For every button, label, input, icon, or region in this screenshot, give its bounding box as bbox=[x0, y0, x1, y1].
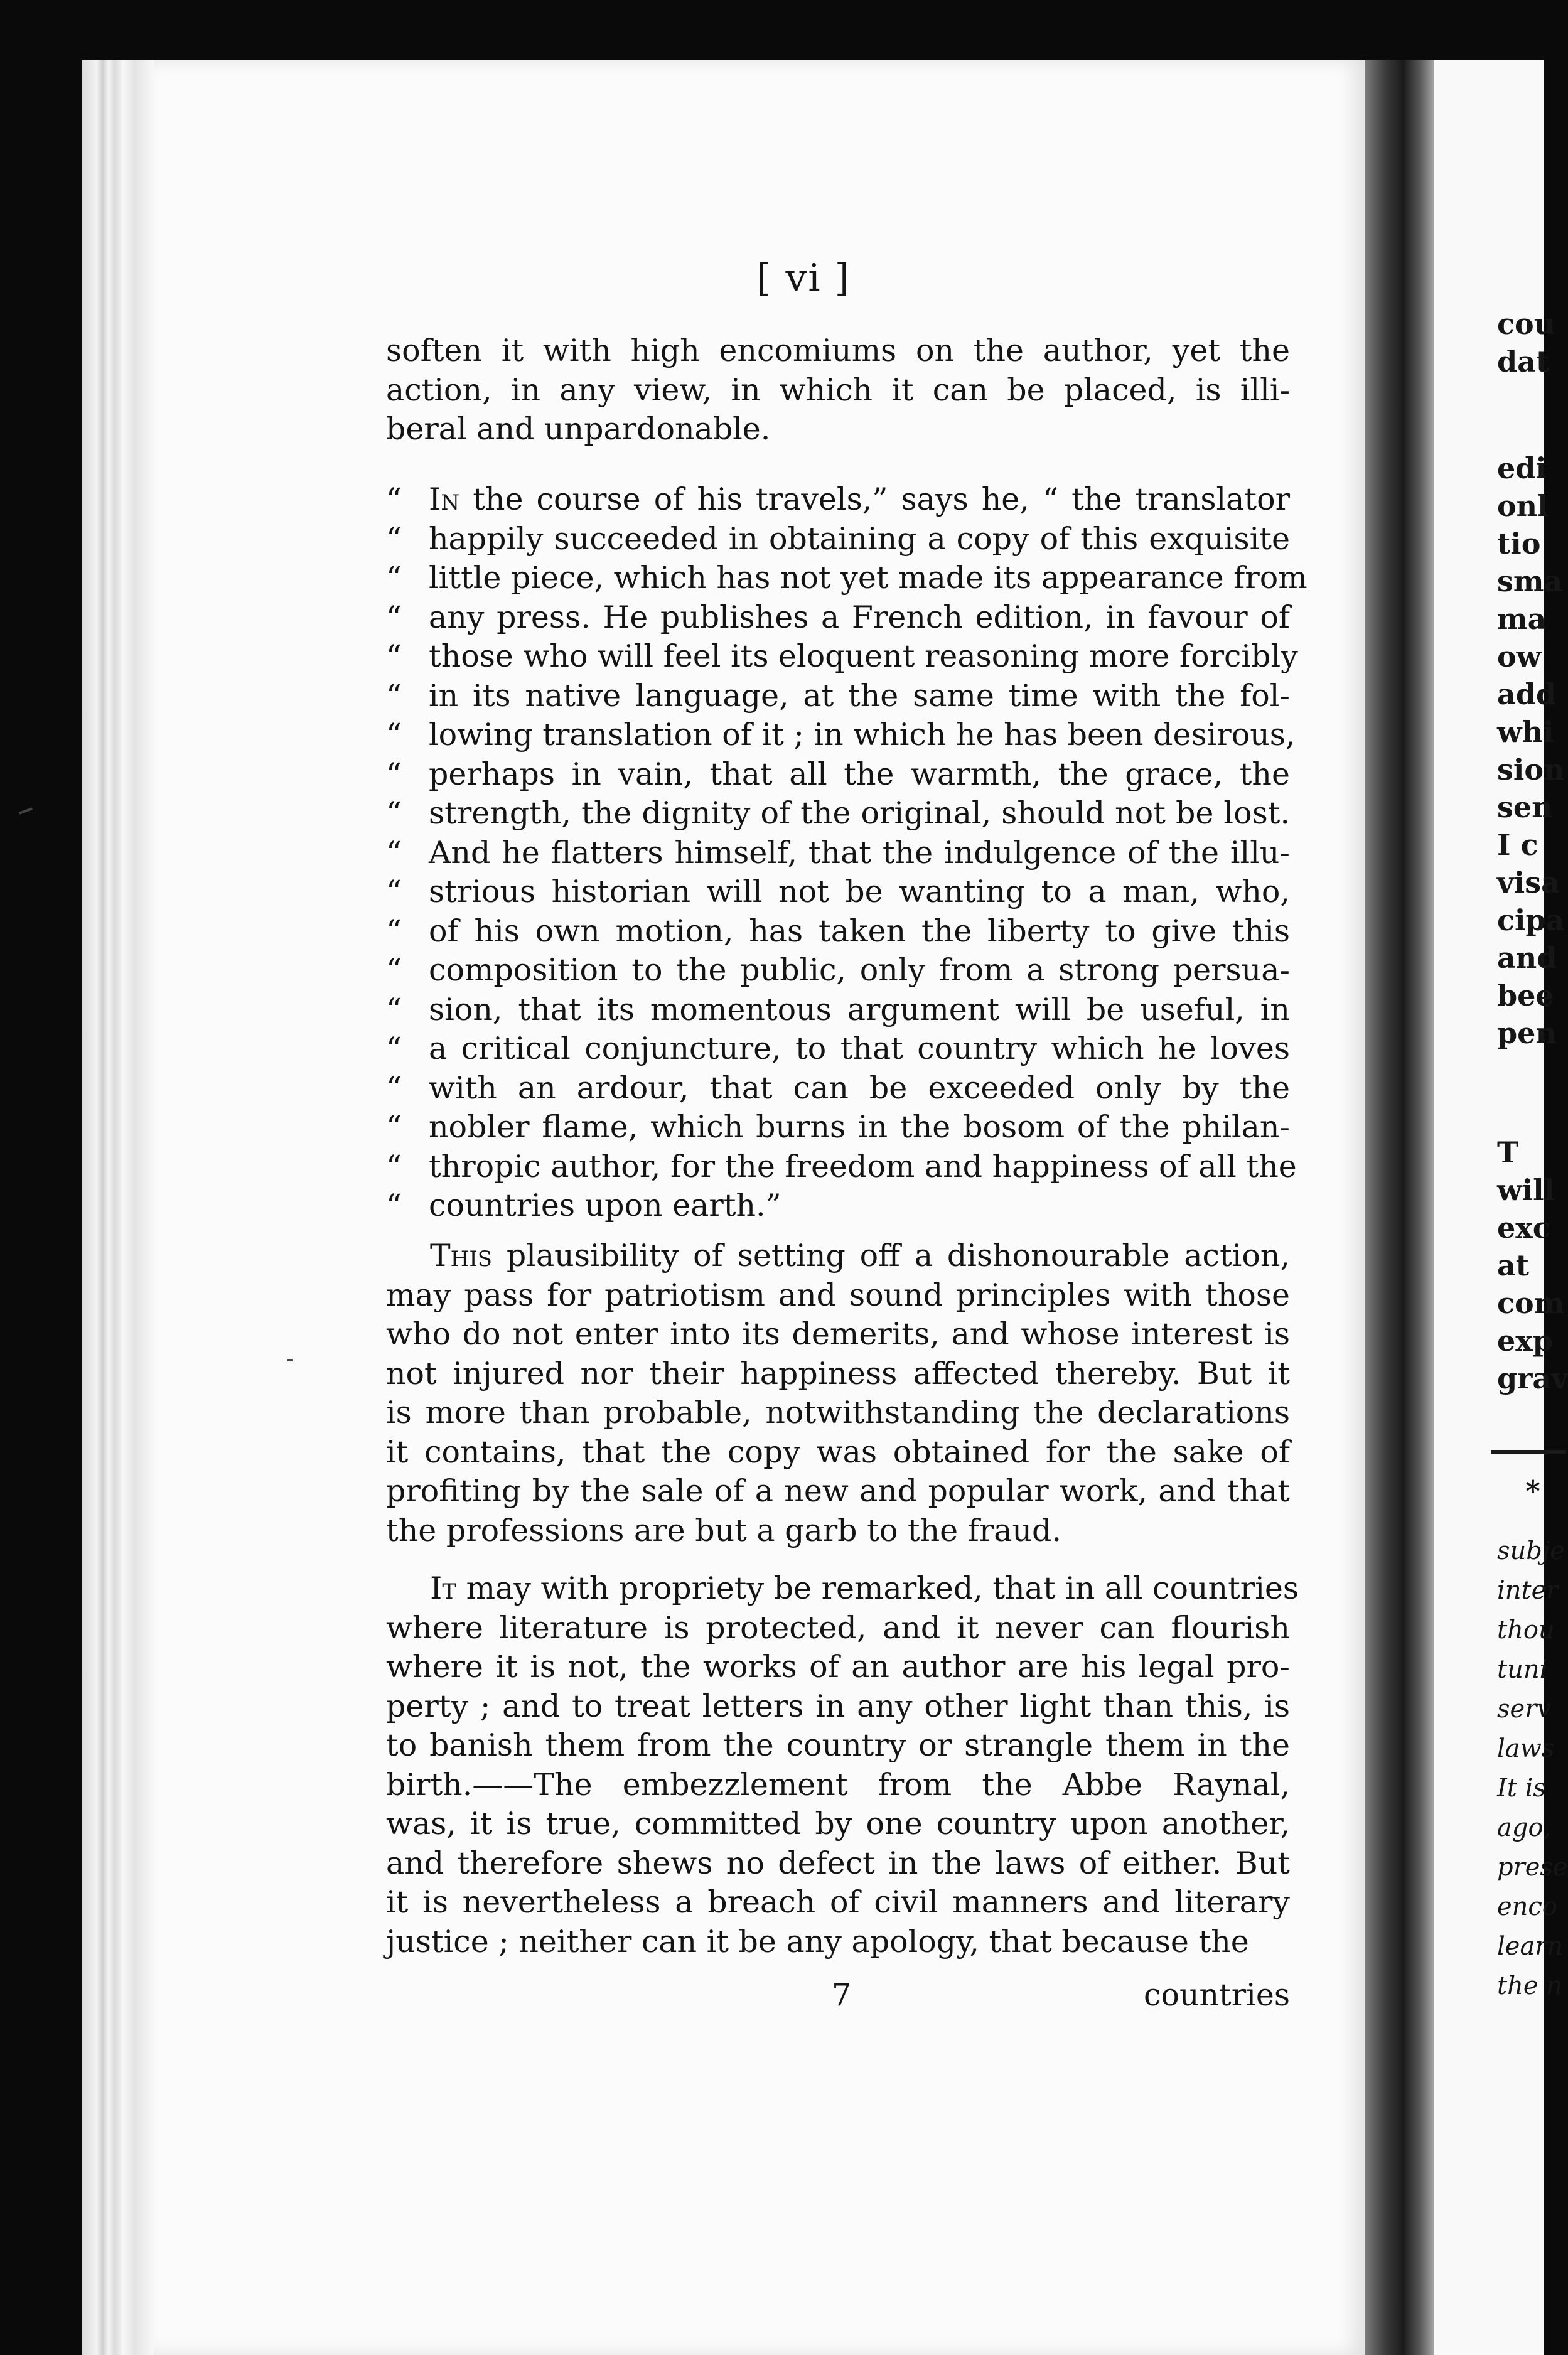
text-line: it is nevertheless a breach of civil manners and literary bbox=[386, 1884, 1290, 1920]
quote-open-mark: “ bbox=[386, 481, 402, 517]
book-gutter bbox=[1365, 60, 1434, 2355]
quote-mark: “ bbox=[386, 1109, 402, 1145]
text-line: where it is not, the works of an author are his legal pro- bbox=[386, 1649, 1290, 1685]
page-number-header: [ vi ] bbox=[756, 256, 851, 300]
scan-artifact bbox=[287, 1359, 293, 1361]
quote-line bbox=[386, 559, 1308, 598]
right-page-line-fragment: dat bbox=[1497, 345, 1550, 378]
para2-first-line bbox=[386, 1237, 1290, 1276]
quote-mark: “ bbox=[386, 717, 402, 753]
quote-line-text: strength, the dignity of the original, should not be lost. bbox=[429, 795, 1290, 831]
quote-lead-text: the course of his travels,” says he, “ the translator bbox=[459, 481, 1290, 517]
quote-line bbox=[386, 1108, 1290, 1147]
quote-first-line bbox=[386, 480, 1290, 520]
text-line: not injured nor their happiness affected thereby. But it bbox=[386, 1355, 1290, 1392]
text-line: to banish them from the country or strangle them in the bbox=[386, 1727, 1290, 1763]
right-page-line-fragment: sma bbox=[1497, 564, 1563, 598]
text-line: action, in any view, in which it can be placed, is illi- bbox=[386, 372, 1290, 408]
para2-first-text: plausibility of setting off a dishonourable action, bbox=[492, 1238, 1290, 1274]
text-line: is more than probable, notwithstanding the declarations bbox=[386, 1395, 1290, 1430]
quote-line bbox=[386, 951, 1290, 990]
quote-line-text: composition to the public, only from a strong persua- bbox=[429, 952, 1290, 988]
signature-mark: 7 bbox=[832, 1977, 852, 2013]
right-page-line-fragment: ma bbox=[1497, 602, 1547, 636]
quote-line-text: nobler flame, which burns in the bosom of the philan- bbox=[429, 1109, 1290, 1145]
quote-mark: “ bbox=[386, 560, 402, 596]
para3-first-text: may with propriety be remarked, that in all countries bbox=[456, 1570, 1299, 1606]
footnote-line-fragment: ago, bbox=[1497, 1813, 1552, 1842]
footnote-line-fragment: learn bbox=[1497, 1932, 1564, 1961]
right-page-line-fragment: and bbox=[1497, 941, 1557, 975]
quote-mark: “ bbox=[386, 1070, 402, 1106]
quote-mark: “ bbox=[386, 991, 402, 1027]
right-page-line-fragment: T bbox=[1497, 1135, 1519, 1169]
right-page-line-fragment: tio bbox=[1497, 527, 1541, 561]
quote-mark: “ bbox=[386, 795, 402, 831]
right-page-line-fragment: exp bbox=[1497, 1324, 1553, 1358]
text-line: may pass for patriotism and sound principles with those bbox=[386, 1277, 1290, 1313]
text-line: perty ; and to treat letters in any other light than this, is bbox=[386, 1688, 1290, 1724]
quote-line bbox=[386, 1069, 1290, 1108]
quote-line bbox=[386, 637, 1298, 677]
quote-mark: “ bbox=[386, 1148, 402, 1184]
paragraph-1 bbox=[386, 331, 1290, 449]
right-page-line-fragment: exc bbox=[1497, 1211, 1550, 1245]
quote-line-text: perhaps in vain, that all the warmth, the grace, the bbox=[429, 756, 1290, 792]
quote-line bbox=[386, 1147, 1297, 1187]
quote-line-text: any press. He publishes a French edition, in favour of bbox=[429, 599, 1290, 635]
quote-line-text: countries upon earth.” bbox=[429, 1188, 781, 1223]
quote-line bbox=[386, 520, 1290, 559]
quote-mark: “ bbox=[386, 677, 402, 714]
right-page-line-fragment: I c bbox=[1497, 828, 1538, 862]
quote-line bbox=[386, 794, 1290, 834]
text-line: who do not enter into its demerits, and whose interest is bbox=[386, 1316, 1290, 1352]
footnote-line-fragment: prese bbox=[1497, 1853, 1568, 1882]
text-line: where literature is protected, and it never can flourish bbox=[386, 1609, 1290, 1646]
text-line: profiting by the sale of a new and popular work, and that bbox=[386, 1473, 1290, 1509]
quotation-block bbox=[386, 480, 1308, 1226]
right-page-line-fragment: onl bbox=[1497, 489, 1549, 523]
scan-artifact bbox=[19, 807, 33, 814]
quote-line bbox=[386, 872, 1290, 912]
quote-mark: “ bbox=[386, 913, 402, 949]
footnote-line-fragment: enco bbox=[1497, 1892, 1557, 1921]
quote-line-text: thropic author, for the freedom and happiness of all the bbox=[429, 1148, 1297, 1184]
quote-line-text: of his own motion, has taken the liberty to give this bbox=[429, 913, 1290, 949]
quote-line-text: in its native language, at the same time with the fol- bbox=[429, 677, 1290, 714]
page-stack-edges bbox=[82, 60, 157, 2355]
quote-line bbox=[386, 1029, 1290, 1069]
quote-line bbox=[386, 598, 1290, 638]
right-page-line-fragment: sen bbox=[1497, 790, 1553, 824]
quote-mark: “ bbox=[386, 1188, 402, 1223]
quote-mark: “ bbox=[386, 756, 402, 792]
paragraph-2 bbox=[386, 1237, 1290, 1550]
footnote-line-fragment: subje bbox=[1497, 1537, 1565, 1565]
text-line: and therefore shews no defect in the laws of either. But bbox=[386, 1845, 1290, 1881]
quote-line-text: happily succeeded in obtaining a copy of this exquisite bbox=[429, 520, 1290, 557]
footnote-line-fragment: tuni bbox=[1497, 1655, 1548, 1684]
quote-mark: “ bbox=[386, 874, 402, 909]
paragraph-3 bbox=[386, 1569, 1299, 1961]
quote-mark: “ bbox=[386, 599, 402, 635]
catchword: countries bbox=[1144, 1977, 1290, 2013]
right-page-line-fragment: pen bbox=[1497, 1016, 1557, 1050]
right-page-fragment bbox=[1434, 60, 1568, 2355]
text-line: soften it with high encomiums on the author, yet the bbox=[386, 333, 1290, 368]
quote-line-text: And he flatters himself, that the indulgence of the illu- bbox=[429, 834, 1290, 871]
quote-line-text: those who will feel its eloquent reasoning more forcibly bbox=[429, 638, 1298, 674]
quote-line bbox=[386, 834, 1290, 873]
footnote-line-fragment: laws bbox=[1497, 1734, 1555, 1763]
footnote-line-fragment: serv bbox=[1497, 1695, 1551, 1724]
footnote-line-fragment: thou bbox=[1497, 1616, 1555, 1644]
quote-line bbox=[386, 1186, 1290, 1226]
right-page-line-fragment: whi bbox=[1497, 715, 1554, 749]
quote-line-text: sion, that its momentous argument will be useful, in bbox=[429, 991, 1290, 1027]
right-page-line-fragment: visa bbox=[1497, 866, 1560, 899]
footnote-asterisk: * bbox=[1525, 1474, 1541, 1508]
footnote-line-fragment: inter bbox=[1497, 1576, 1559, 1605]
right-page-line-fragment: grav bbox=[1497, 1361, 1568, 1395]
para2-drop-word: This bbox=[430, 1238, 493, 1274]
quote-mark: “ bbox=[386, 520, 402, 557]
quote-line bbox=[386, 677, 1290, 716]
quote-mark: “ bbox=[386, 1031, 402, 1066]
quote-line-text: lowing translation of it ; in which he has been desirous, bbox=[429, 717, 1296, 753]
right-page-line-fragment: ow bbox=[1497, 640, 1542, 673]
quote-line bbox=[386, 716, 1296, 755]
right-page-line-fragment: bee bbox=[1497, 979, 1554, 1012]
text-line: justice ; neither can it be any apology, that because the bbox=[386, 1923, 1249, 1960]
quote-line-text: with an ardour, that can be exceeded only by the bbox=[429, 1070, 1290, 1106]
right-page-line-fragment: add bbox=[1497, 677, 1557, 711]
quote-line-text: a critical conjuncture, to that country which he loves bbox=[429, 1031, 1290, 1066]
para3-first-line bbox=[386, 1569, 1299, 1609]
quote-line bbox=[386, 912, 1290, 952]
quote-mark: “ bbox=[386, 834, 402, 871]
right-page-line-fragment: edi bbox=[1497, 451, 1547, 485]
text-line: was, it is true, committed by one country upon another, bbox=[386, 1806, 1290, 1842]
text-line: beral and unpardonable. bbox=[386, 411, 771, 447]
text-line: it contains, that the copy was obtained for the sake of bbox=[386, 1434, 1290, 1470]
quote-mark: “ bbox=[386, 638, 402, 674]
footnote-line-fragment: the n bbox=[1497, 1971, 1562, 2000]
right-page-line-fragment: cou bbox=[1497, 307, 1555, 341]
text-line: the professions are but a garb to the fraud. bbox=[386, 1512, 1061, 1548]
right-page-line-fragment: will bbox=[1497, 1173, 1555, 1207]
right-page-line-fragment: at bbox=[1497, 1248, 1530, 1282]
quote-line bbox=[386, 755, 1290, 795]
quote-mark: “ bbox=[386, 952, 402, 988]
quote-drop-word: In bbox=[429, 481, 460, 517]
footnote-rule bbox=[1491, 1450, 1566, 1454]
quote-line bbox=[386, 990, 1290, 1030]
text-line: birth.——The embezzlement from the Abbe Raynal, bbox=[386, 1766, 1290, 1803]
right-page-line-fragment: com bbox=[1497, 1286, 1565, 1320]
footnote-line-fragment: It is bbox=[1497, 1774, 1546, 1803]
quote-line-text: little piece, which has not yet made its appearance from bbox=[429, 560, 1308, 596]
page-footer bbox=[386, 1976, 1290, 2015]
para3-drop-word: It bbox=[430, 1570, 457, 1606]
quote-line-text: strious historian will not be wanting to a man, who, bbox=[429, 874, 1290, 909]
right-page-line-fragment: cipa bbox=[1497, 903, 1565, 937]
right-page-line-fragment: sion bbox=[1497, 753, 1565, 786]
